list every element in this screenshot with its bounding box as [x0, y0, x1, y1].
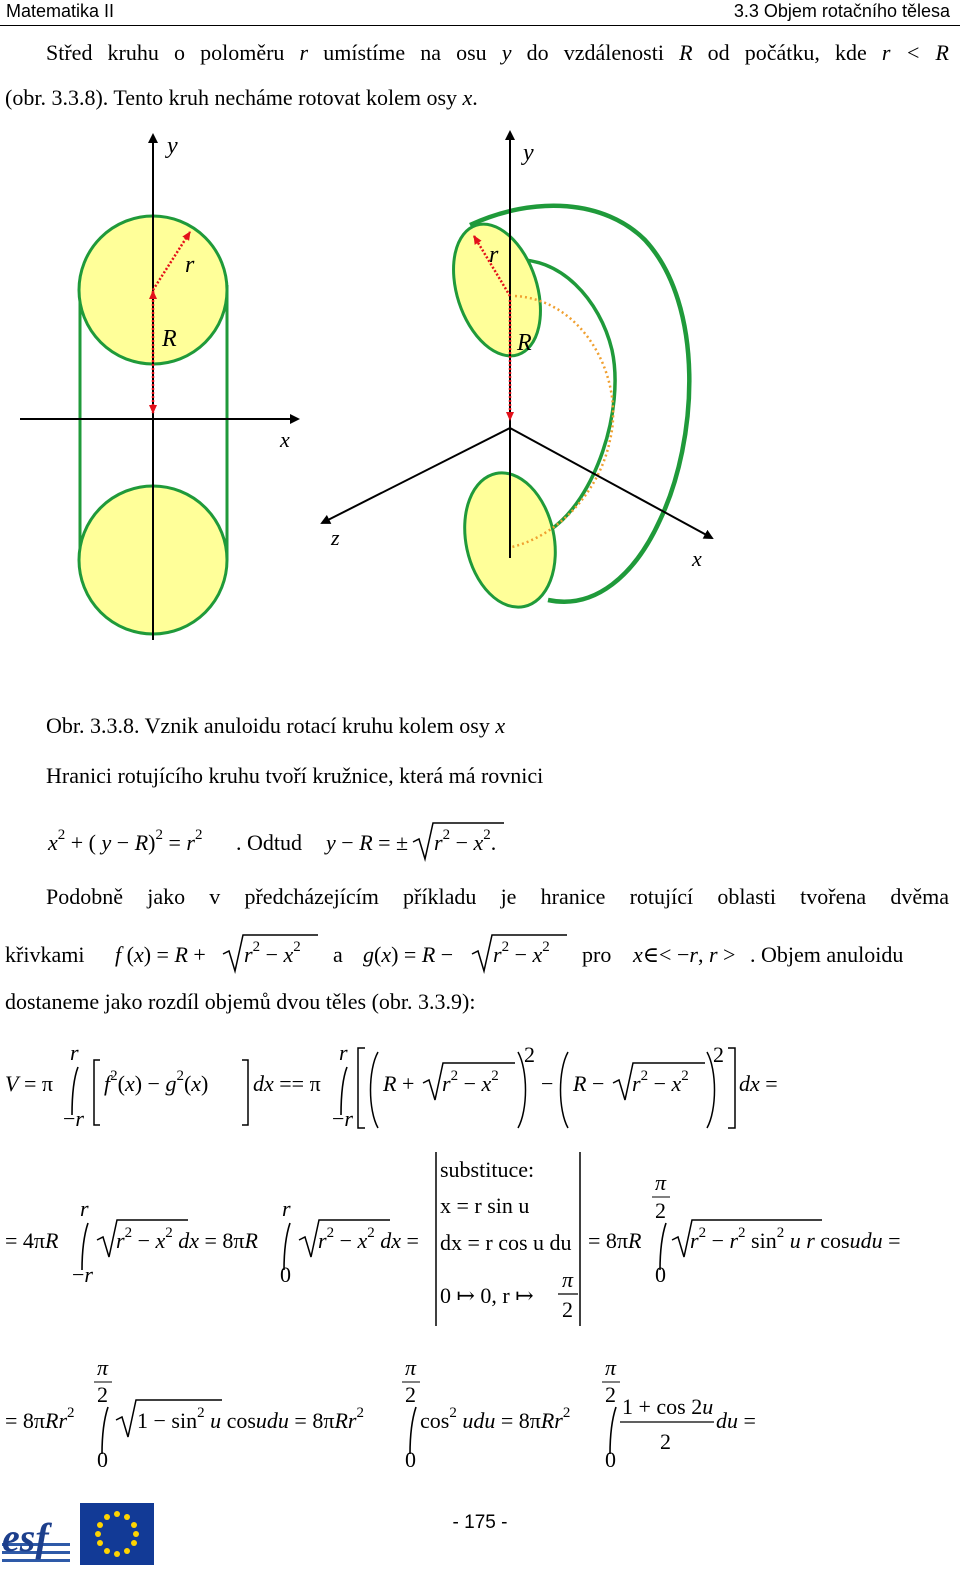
svg-text:R +: R +: [383, 1071, 415, 1096]
svg-text:= 4πR: = 4πR: [5, 1228, 59, 1253]
svg-text:y − R = ±: y − R = ±: [326, 830, 409, 855]
svg-text:pro: pro: [582, 942, 612, 967]
svg-text:V = π: V = π: [5, 1071, 53, 1096]
equation-circle: [0, 812, 960, 872]
svg-text:2: 2: [562, 1297, 573, 1322]
equation-final: [0, 1350, 960, 1475]
svg-text:2: 2: [97, 1382, 108, 1407]
svg-text:−: −: [541, 1071, 554, 1096]
svg-text:2: 2: [655, 1198, 666, 1223]
para3-line-1: Podobně jako v předcházejícím příkladu je hranice rotující oblasti tvořena dvěma: [46, 884, 949, 909]
svg-text:π: π: [97, 1355, 109, 1380]
subst-row-2: dx = r cos u du: [440, 1230, 572, 1255]
svg-text:f2(x) − g2(x): $f^2(x) - g^2(x)$: [104, 1068, 209, 1096]
svg-text:. Odtud: . Odtud: [236, 830, 302, 855]
para3-functions: [110, 922, 960, 982]
header-section: 3.3 Objem rotačního tělesa: [733, 1, 950, 21]
svg-text:π: π: [562, 1267, 574, 1292]
svg-text:r2 − x2.: $r^2 - x^2$.: [434, 827, 497, 855]
equation-volume: [0, 1040, 960, 1140]
svg-text:r2 − x2 dx =: $r^2 - x^2$ dx =: [318, 1225, 419, 1253]
svg-text:dx =: dx =: [739, 1071, 778, 1096]
para3-line-3: dostaneme jako rozdíl objemů dvou těles (obr. 3.3.9):: [5, 989, 476, 1014]
R-label-right: R: [517, 330, 532, 356]
svg-text:du =: du =: [716, 1408, 756, 1433]
intro-line-1: Střed kruhu o poloměru r umístíme na osu y do vzdálenosti R od počátku, kde r < R: [46, 40, 949, 65]
figure-caption: Obr. 3.3.8. Vznik anuloidu rotací kruhu kolem osy x: [46, 713, 506, 738]
svg-text:2: 2: [405, 1382, 416, 1407]
svg-text:r2 − x2: $r^2 - x^2$: [632, 1068, 689, 1096]
svg-text:π: π: [605, 1355, 617, 1380]
R-label-left: R: [162, 326, 177, 352]
svg-text:a: a: [333, 942, 343, 967]
svg-text:−r: −r: [332, 1106, 353, 1131]
svg-text:0: 0: [280, 1262, 291, 1287]
svg-text:. Objem anuloidu: . Objem anuloidu: [750, 942, 904, 967]
left-figure: [20, 133, 298, 640]
svg-text:r2 − x2: $r^2 - x^2$: [442, 1068, 499, 1096]
boundary-text: Hranici rotujícího kruhu tvoří kružnice, která má rovnici: [46, 763, 544, 788]
svg-text:2: 2: [713, 1042, 724, 1067]
svg-text:cos2 udu = 8πRr2: $\cos^2$ udu = 8πRr$^2$: [420, 1405, 571, 1433]
z-label-right: z: [331, 525, 340, 550]
svg-text:r: r: [282, 1196, 291, 1221]
svg-text:r2 − x2 dx = 8πR: $r^2 - x^2$ dx = 8πR: [116, 1225, 258, 1253]
svg-text:x∈< −r, r >: x∈< −r, r >: [633, 942, 736, 967]
svg-text:−r: −r: [72, 1262, 93, 1287]
svg-text:0: 0: [655, 1262, 666, 1287]
svg-text:π: π: [405, 1355, 417, 1380]
svg-text:= 8πR: = 8πR: [588, 1228, 642, 1253]
x-label-right: x: [692, 546, 702, 571]
para3-line-2-a: křivkami: [5, 942, 85, 967]
svg-text:r2 − x2: $r^2 - x^2$: [244, 939, 301, 967]
subst-row-1: x = r sin u: [440, 1193, 530, 1218]
svg-text:g(x) = R −: g(x) = R −: [363, 942, 454, 967]
r-label-left: r: [185, 252, 195, 278]
svg-text:r: r: [339, 1040, 348, 1065]
header-course: Matematika II: [6, 1, 115, 21]
svg-text:0: 0: [97, 1447, 108, 1472]
svg-text:0: 0: [405, 1447, 416, 1472]
header-rule: [0, 25, 960, 26]
svg-text:r: r: [70, 1040, 79, 1065]
page-header: [0, 0, 960, 28]
figure-torus: [0, 120, 960, 700]
svg-text:0: 0: [605, 1447, 616, 1472]
page-number: - 175 -: [452, 1512, 508, 1533]
svg-text:2: 2: [605, 1382, 616, 1407]
y-label-left: y: [167, 133, 178, 159]
subst-row-3: 0 ↦ 0, r ↦: [440, 1283, 534, 1308]
svg-text:r2 − x2: $r^2 - x^2$: [493, 939, 550, 967]
svg-text:1 − sin2 u cosudu = 8πRr2: $1 - \sin^2 u$ cosudu = 8πRr$^2$: [137, 1405, 364, 1433]
svg-text:f (x) = R +: f (x) = R +: [115, 942, 206, 967]
svg-text:1 + cos 2u: 1 + cos 2u: [622, 1394, 714, 1419]
equation-substitution: [0, 1150, 960, 1335]
svg-text:x2 + ( y − R)2 = r2: $x^2$ + ( $y - R)^2 = r^2$: [48, 827, 203, 855]
y-label-right: y: [523, 140, 534, 166]
svg-text:= 8πRr2: = 8πRr$^2$: [5, 1405, 75, 1433]
svg-text:esf: esf: [2, 1515, 49, 1560]
svg-text:dx == π: dx == π: [253, 1071, 321, 1096]
right-figure: [322, 132, 712, 616]
svg-text:π: π: [655, 1170, 667, 1195]
intro-line-2: (obr. 3.3.8). Tento kruh necháme rotovat kolem osy x.: [5, 85, 478, 110]
svg-text:r2 − r2 sin2 u r cosudu =: $r^2 - r^2$ $\sin^2 u$ r cosudu =: [690, 1225, 901, 1253]
svg-text:r: r: [80, 1196, 89, 1221]
svg-text:2: 2: [660, 1429, 671, 1454]
r-label-right: r: [489, 242, 499, 268]
svg-text:2: 2: [524, 1042, 535, 1067]
svg-text:R −: R −: [573, 1071, 605, 1096]
svg-text:−r: −r: [63, 1106, 84, 1131]
subst-title: substituce:: [440, 1157, 535, 1182]
x-label-left: x: [280, 427, 290, 452]
